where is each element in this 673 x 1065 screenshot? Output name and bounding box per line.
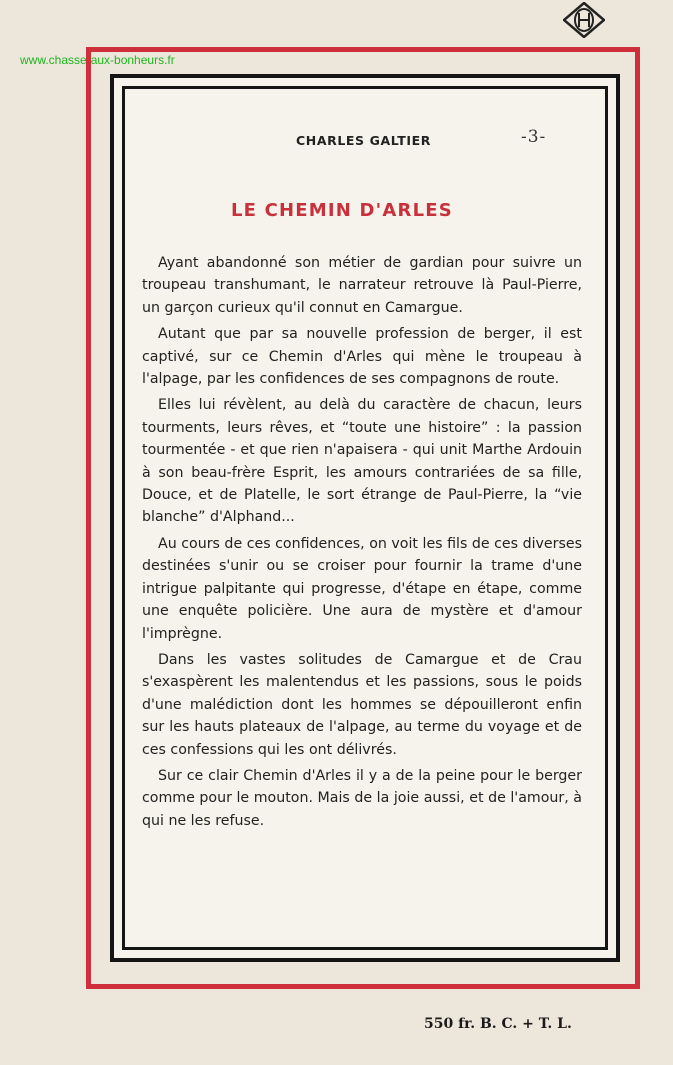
- synopsis-text: [142, 252, 582, 836]
- price-label: 550 fr. B. C. + T. L.: [424, 1016, 572, 1032]
- paragraph-4: Au cours de ces confidences, on voit les fils de ces diverses destinées s'unir ou se croiser pour fournir la trame d'une intrigue palpitante qui progresse, d'étape en étape, comme une enquête policière. Une aura de mystère et d'amour l'imprègne.: [142, 535, 582, 642]
- paragraph-6: Sur ce clair Chemin d'Arles il y a de la peine pour le berger comme pour le mouton. Mais de la joie aussi, et de l'amour, à qui ne les refuse.: [142, 767, 582, 829]
- paragraph-5: Dans les vastes solitudes de Camargue et de Crau s'exaspèrent les malentendus et les passions, sous le poids d'une malédiction dont les hommes se dépouilleront enfin sur les hauts plateaux de l'alpage, au terme du voyage et de ces confessions qui les ont délivrés.: [142, 651, 582, 758]
- paragraph-1: Ayant abandonné son métier de gardian pour suivre un troupeau transhumant, le narrateur retrouve là Paul-Pierre, un garçon curieux qu'il connut en Camargue.: [142, 255, 582, 316]
- watermark-url: www.chasse-aux-bonheurs.fr: [20, 53, 175, 67]
- paragraph-3: Elles lui révèlent, au delà du caractère de chacun, leurs tourments, leurs rêves, et “toute une histoire” : la passion tourmentée - et que rien n'apaisera - qui unit Marthe Ardouin à son beau-frère Esprit, les amours contrariées de sa fille, Douce, et de Platelle, le sort étrange de Paul-Pierre, la “vie blanche” d'Alphand...: [142, 397, 582, 526]
- publisher-logo-icon: [563, 2, 605, 38]
- author-name: CHARLES GALTIER: [296, 133, 431, 148]
- book-title: LE CHEMIN D'ARLES: [231, 200, 453, 221]
- paragraph-2: Autant que par sa nouvelle profession de berger, il est captivé, sur ce Chemin d'Arles qui mène le troupeau à l'alpage, par les confidences de ses compagnons de route.: [142, 326, 582, 388]
- page-number: -3-: [521, 127, 547, 147]
